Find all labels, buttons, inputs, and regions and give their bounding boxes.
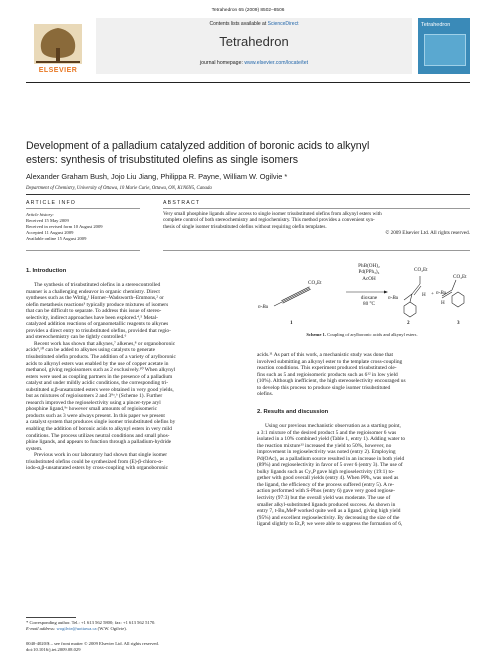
text-line: a 3:1 mixture of the desired product 5 and the regioisomer 6 was — [257, 429, 397, 436]
bottom-ids: 0040-4020/$ – see front matter © 2009 Elsevier Ltd. All rights reserved. doi:10.1016/j.tet.2009.08.029 — [26, 641, 159, 653]
article-info-bottom-rule — [26, 250, 140, 251]
right-column-top-text — [257, 352, 470, 398]
product-3-ester-label: CO₂Et — [453, 274, 467, 280]
journal-box — [96, 18, 412, 74]
text-line: a catalyst system that produces single isomer trisubstituted olefins by — [26, 419, 176, 426]
masthead — [26, 18, 470, 78]
product-2-ester-label: CO₂Et — [414, 267, 428, 273]
text-line: the reaction mixture¹³ increased the yield to 50%, however, no — [257, 442, 392, 449]
text-line: ligand slightly to Et₃P, we were able to suppress the formation of 6, — [257, 521, 403, 528]
text-line: (89%) and regioselectivity in favor of 5 over 6 (entry 3). The use of — [257, 462, 403, 469]
compound-label-1: 1 — [290, 320, 293, 326]
abstract-heading: ABSTRACT — [163, 200, 201, 206]
text-line: syntheses such as the Wittig,¹ Horner–Wadsworth–Emmons,² or — [26, 295, 164, 302]
text-line: Pd(OAc)₂ as a palladium source resulted in an increase in both yield — [257, 455, 405, 462]
affiliation: Department of Chemistry, University of Ottawa, 10 Marie Curie, Ottawa, ON, K1N6N5, Canada — [26, 186, 212, 191]
article-info-heading: ARTICLE INFO — [26, 200, 77, 206]
scheme-caption: Scheme 1. Coupling of arylboronic acids and alkynyl esters. — [306, 332, 418, 337]
text-line: (10%). Although inefficient, the high stereoselectivity encouraged us — [257, 378, 406, 385]
journal-title: Tetrahedron — [219, 34, 289, 49]
footnote-rule — [26, 617, 76, 618]
text-line: entry 7, t-Bu₂MeP worked quite well as a ligand, giving high yield — [257, 508, 401, 515]
text-line: Using our previous mechanistic observation as a starting point, — [265, 423, 401, 429]
text-line: olefin metathesis reactions³ typically produce mixtures of isomers — [26, 301, 169, 308]
text-line: catalyst and under mildly acidic conditions, the corresponding tri- — [26, 380, 169, 387]
text-line: olefins. — [257, 391, 274, 398]
text-line: selectivity, indirect approaches have been explored.⁴,⁵ Metal- — [26, 314, 158, 321]
abstract-rule — [163, 208, 470, 209]
email-link[interactable]: wogilvie@uottawa.ca — [56, 626, 97, 632]
text-line: fins such as 5 and regioisomeric products such as 6¹² in low yield — [257, 371, 398, 378]
homepage-line: journal homepage: www.elsevier.com/locate/tet — [199, 60, 309, 66]
mechanism-paragraph — [257, 352, 470, 398]
text-line: trisubstituted olefins could be synthesized from (E)-β-chloro-α- — [26, 458, 164, 465]
text-line: isolated in a 10% combined yield (Table 1, entry 1). Adding water to — [257, 436, 406, 443]
text-line: bulky ligands such as Cy₃P gave high regioselectivity (19:1) to- — [257, 468, 395, 475]
running-header: Tetrahedron 65 (2009) 8502–8506 — [211, 8, 285, 13]
reagents: PhB(OH)₂ Pd(PPh₃)₄ AcOH — [358, 263, 380, 282]
article-info-rule — [26, 208, 140, 209]
plus-sign: + — [431, 291, 434, 297]
text-line: esters were used as coupling partners in the presence of a palladium — [26, 373, 173, 380]
intro-paragraph-1 — [26, 282, 239, 341]
text-line: research improved the regioselectivity using a pincer-type aryl — [26, 399, 161, 406]
title-rule — [26, 194, 470, 195]
text-line: reaction conditions. This experiment produced trisubstituted ole- — [257, 365, 397, 372]
left-column-text — [26, 282, 239, 472]
abstract-bottom-rule — [163, 250, 470, 251]
product-3-chain-label: n-Bu — [436, 290, 447, 296]
text-line: to develop this process to produce single isomer trisubstituted — [257, 384, 391, 391]
elsevier-tree-icon — [26, 20, 90, 68]
text-line: lectivity (97:3) but the overall yield was moderate. The use of — [257, 495, 391, 502]
text-line: methanol, giving regioisomers such as 2 exclusively.¹⁰ When alkynyl — [26, 367, 176, 374]
text-line: that can be difficult to separate. To address this issue of stereo- — [26, 308, 162, 315]
reactant-ester-label: CO₂Et — [308, 280, 322, 286]
product-2-h-label: H — [422, 292, 426, 298]
text-line: manner is a challenging endeavor in organic chemistry. Direct — [26, 288, 160, 295]
text-line: substituted α,β-unsaturated esters were obtained in very good yields, — [26, 386, 174, 393]
homepage-link[interactable]: www.elsevier.com/locate/tet — [244, 60, 309, 66]
right-column-bottom-text — [257, 423, 470, 528]
text-line: acids to alkynyl esters was enabled by the use of copper acetate in — [26, 360, 169, 367]
text-line: iodo-α,β-unsaturated esters by cross-coupling with organoboronic — [26, 465, 168, 472]
text-line: system. — [26, 445, 43, 452]
compound-label-3: 3 — [457, 320, 460, 326]
results-paragraph — [257, 423, 470, 528]
text-line: phosphine ligand,⁹ᶜ however small amounts of regioisomeric — [26, 406, 157, 413]
product-3-h-label: H — [441, 300, 445, 306]
publisher-name: ELSEVIER — [38, 67, 78, 74]
masthead-rule — [26, 82, 470, 83]
text-line: acids⁹,¹⁰ can be added to alkynes using catalysts to generate — [26, 347, 155, 354]
elsevier-logo — [26, 20, 90, 76]
text-line: phine ligands, and appears to function through a palladium-hydride — [26, 439, 172, 446]
text-line: the ligand, the efficiency of the process suffered (entry 5). A re- — [257, 481, 395, 488]
contents-line: Contents lists available at ScienceDirect — [209, 21, 299, 27]
text-line: gether with good overall yields (entry 4). When PPh₃ was used as — [257, 475, 399, 482]
text-line: catalyzed addition reactions of organometallic reagents to alkynes — [26, 321, 169, 328]
text-line: smaller alkyl-substituted ligands produced success. As shown in — [257, 501, 396, 508]
text-line: conditions. The process utilizes neutral conditions and small phos- — [26, 432, 170, 439]
conditions: dioxane 80 °C — [360, 295, 378, 308]
compound-label-2: 2 — [407, 320, 410, 326]
abstract-text: Very small phosphine ligands allow access to single isomer trisubstituted olefins from alkynyl esters with complete control of both stereochemistry and regiochemistry. This method provides a convenient syn- thesis of single isomer trisubstituted olefins without requiring olefin templates. © 2009 Elsevier Ltd. All rights reserved. — [163, 211, 470, 237]
product-2-chain-label: n-Bu — [388, 295, 399, 301]
sciencedirect-link[interactable]: ScienceDirect — [267, 21, 299, 27]
text-line: improvement in regioselectivity was noted (entry 2). Employing — [257, 449, 396, 456]
cover-title: Tetrahedron — [421, 22, 451, 28]
text-line: but as mixtures of regioisomers 2 and 3⁹ᵃ,ᵇ (Scheme 1). Further — [26, 393, 163, 400]
text-line: (95%) and excellent regioselectivity. By decreasing the size of the — [257, 514, 400, 521]
journal-cover — [418, 18, 470, 74]
article-history: Article history: Received 15 May 2009 Received in revised form 10 August 2009 Accepted 11 August 2009 Available online 15 August 2009 — [26, 212, 103, 242]
text-line: enabling the addition of boronic acids to alkynyl esters in very mild — [26, 426, 172, 433]
intro-paragraph-3 — [26, 452, 239, 472]
text-line: trisubstituted olefin products. The addition of a variety of arylboronic — [26, 354, 176, 361]
text-line: Recent work has shown that alkynes,⁷ alkenes,⁸ or organoboronic — [34, 340, 176, 347]
text-line: The synthesis of trisubstituted olefins in a stereocontrolled — [34, 282, 161, 288]
text-line: Previous work in our laboratory had shown that single isomer — [34, 452, 168, 459]
scheme-1 — [254, 262, 470, 344]
authors: Alexander Graham Bush, Jojo Liu Jiang, Philippa R. Payne, William W. Ogilvie * — [26, 172, 288, 181]
text-line: provides a direct entry to trisubstituted olefins, provided that regio- — [26, 327, 171, 334]
intro-paragraph-2 — [26, 341, 239, 452]
text-line: involved submitting an alkynyl ester to the template cross-coupling — [257, 358, 403, 365]
copyright: © 2009 Elsevier Ltd. All rights reserved. — [385, 230, 470, 237]
footnote: * Corresponding author. Tel.: +1 613 562 5800; fax: +1 613 562 5170. E-mail address: wogilvie@uottawa.ca (W.W. Ogilvie). — [26, 620, 156, 632]
section-1-heading: 1. Introduction — [26, 268, 67, 274]
reactant-chain-label: n-Bu — [258, 304, 269, 310]
text-line: action performed with S-Phos (entry 6) gave very good regiose- — [257, 488, 395, 495]
text-line: acids.¹¹ As part of this work, a mechanistic study was done that — [257, 352, 394, 358]
section-2-heading: 2. Results and discussion — [257, 409, 329, 415]
text-line: and stereochemistry can be tightly controlled.⁶ — [26, 334, 127, 341]
cover-image — [424, 34, 466, 66]
article-title: Development of a palladium catalyzed addition of boronic acids to alkynyl esters: synthesis of trisubstituted olefins as single isomers — [26, 140, 370, 166]
text-line: products such as 3 were always present. In this paper we present — [26, 412, 165, 419]
